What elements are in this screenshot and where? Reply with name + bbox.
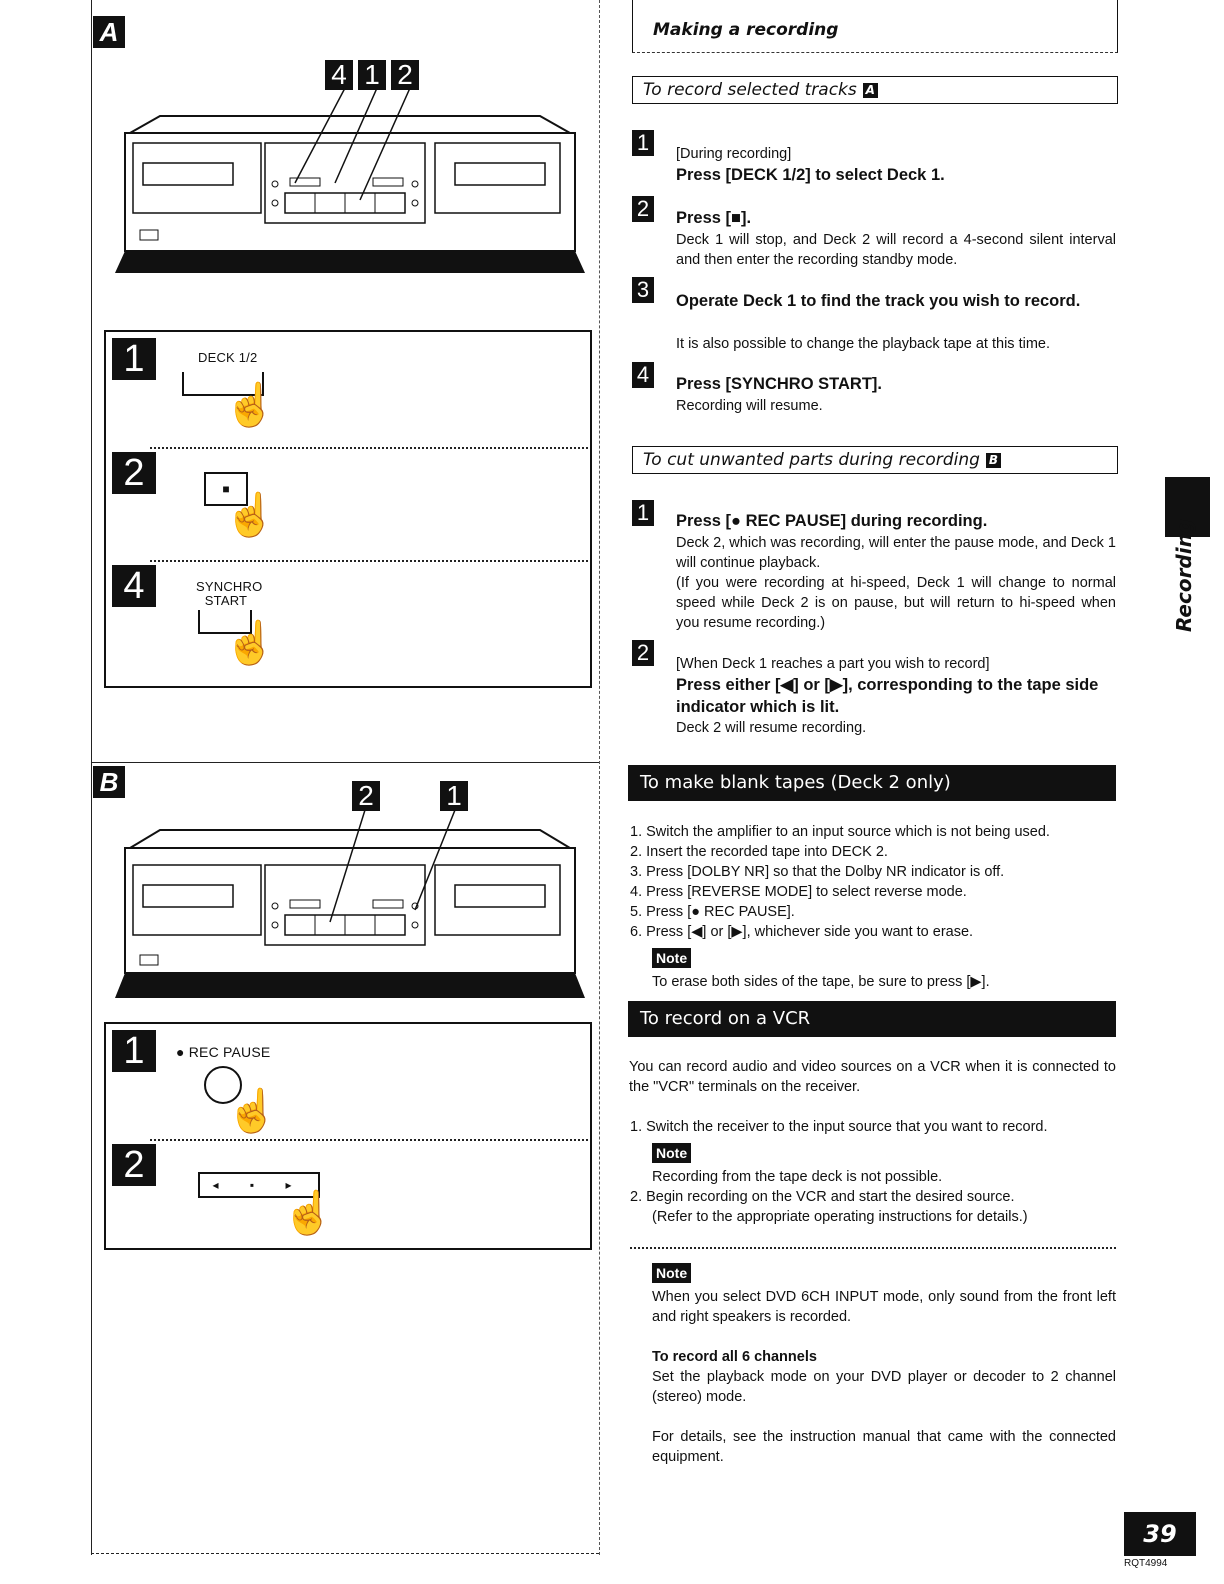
instruction-panel-b <box>104 1022 592 1250</box>
step-instruction: Press [DECK 1/2] to select Deck 1. <box>676 166 945 184</box>
panel-b-step-2: 2 <box>112 1144 156 1186</box>
figure-ref-a: A <box>863 83 878 98</box>
pointing-hand-icon: ☝ <box>224 381 277 428</box>
step-precondition: [During recording] <box>676 146 792 162</box>
page-number: 39 <box>1124 1512 1196 1556</box>
panel-a-step-2: 2 <box>112 452 156 494</box>
document-code: RQT4994 <box>1124 1558 1168 1569</box>
details-text: For details, see the instruction manual that came with the connected equipment. <box>652 1429 1116 1465</box>
note-badge: Note <box>652 1263 691 1283</box>
step-number: 2 <box>632 640 654 666</box>
step-description: It is also possible to change the playback tape at this time. <box>676 336 1050 352</box>
note-text: To erase both sides of the tape, be sure to press [▶]. <box>652 974 990 990</box>
figure-a-label: A <box>93 16 125 48</box>
step-number: 2 <box>632 196 654 222</box>
step-instruction: Press either [◀] or [▶], corresponding to the tape side indicator which is lit. <box>676 676 1099 716</box>
step-instruction: Operate Deck 1 to find the track you wish to record. <box>676 292 1081 310</box>
step-description: Recording will resume. <box>676 398 823 414</box>
section-title: To record selected tracks <box>643 80 857 100</box>
pointing-hand-icon: ☝ <box>224 619 277 666</box>
note-badge: Note <box>652 1143 691 1163</box>
list-item-detail: (Refer to the appropriate operating instructions for details.) <box>652 1209 1028 1225</box>
step-number: 4 <box>632 362 654 388</box>
step-description-extra: (If you were recording at hi-speed, Deck 1 will change to normal speed while Deck 2 is on pause, but will return to hi-speed when you resume recording.) <box>676 575 1116 631</box>
vcr-intro: You can record audio and video sources on a VCR when it is connected to the "VCR" terminals on the receiver. <box>629 1059 1116 1095</box>
list-item: 1. Switch the receiver to the input source that you want to record. <box>630 1119 1048 1135</box>
column-divider <box>599 0 600 1555</box>
section-make-blank-tapes: To make blank tapes (Deck 2 only) <box>628 765 1116 801</box>
step-precondition: [When Deck 1 reaches a part you wish to record] <box>676 656 990 672</box>
list-item: 2. Insert the recorded tape into DECK 2. <box>630 844 888 860</box>
step-instruction: Press [■]. <box>676 209 752 227</box>
section-title: To cut unwanted parts during recording <box>643 450 980 470</box>
figure-b-top-rule <box>91 762 599 763</box>
list-item: 6. Press [◀] or [▶], whichever side you want to erase. <box>630 924 974 940</box>
list-item: 2. Begin recording on the VCR and start the desired source. <box>630 1189 1015 1205</box>
side-tab-label: Recording <box>1172 518 1196 632</box>
section-record-selected-tracks <box>632 76 1118 104</box>
callout-a-4: 4 <box>325 60 353 90</box>
bottom-rule <box>91 1553 599 1554</box>
blank-tapes-steps <box>630 822 1116 942</box>
list-item: 5. Press [● REC PAUSE]. <box>630 904 795 920</box>
panel-a-divider <box>150 560 588 562</box>
step-instruction: Press [SYNCHRO START]. <box>676 375 882 393</box>
synchro-start-label: SYNCHRO START <box>196 579 263 608</box>
panel-b-divider <box>150 1139 588 1141</box>
section-divider <box>630 1247 1116 1249</box>
left-border <box>91 0 92 1555</box>
step-description: Deck 2 will resume recording. <box>676 720 867 736</box>
page-title: Making a recording <box>653 20 839 40</box>
step-number: 3 <box>632 277 654 303</box>
pointing-hand-icon: ☝ <box>224 491 277 538</box>
step-description: Deck 2, which was recording, will enter the pause mode, and Deck 1 will continue playback. <box>676 535 1116 571</box>
callout-b-1: 1 <box>440 781 468 811</box>
pointing-hand-icon: ☝ <box>226 1087 279 1134</box>
panel-b-step-1: 1 <box>112 1030 156 1072</box>
page-header <box>632 0 1118 53</box>
step-description: Deck 1 will stop, and Deck 2 will record a 4-second silent interval and then enter the recording standby mode. <box>676 232 1116 268</box>
note-badge: Note <box>652 948 691 968</box>
section-cut-unwanted-parts <box>632 446 1118 474</box>
step-instruction: Press [● REC PAUSE] during recording. <box>676 512 988 530</box>
note-text: When you select DVD 6CH INPUT mode, only sound from the front left and right speakers is recorded. <box>652 1289 1116 1325</box>
panel-a-step-4: 4 <box>112 565 156 607</box>
tape-deck-illustration-a <box>115 88 585 288</box>
note-text: Recording from the tape deck is not possible. <box>652 1169 943 1185</box>
step-number: 1 <box>632 500 654 526</box>
list-item: 1. Switch the amplifier to an input source which is not being used. <box>630 824 1050 840</box>
list-item: 3. Press [DOLBY NR] so that the Dolby NR indicator is off. <box>630 864 1005 880</box>
transport-buttons: ◂ ▪ ▸ <box>198 1172 320 1198</box>
list-item: 4. Press [REVERSE MODE] to select reverse mode. <box>630 884 967 900</box>
subheading: To record all 6 channels <box>652 1349 817 1365</box>
stop-button: ■ <box>204 472 248 506</box>
deck-1-2-label: DECK 1/2 <box>198 350 258 365</box>
subheading-text: Set the playback mode on your DVD player or decoder to 2 channel (stereo) mode. <box>652 1369 1116 1405</box>
callout-a-1: 1 <box>358 60 386 90</box>
section-record-on-vcr: To record on a VCR <box>628 1001 1116 1037</box>
pointing-hand-icon: ☝ <box>282 1189 335 1236</box>
panel-a-divider <box>150 447 588 449</box>
rec-pause-label: ● REC PAUSE <box>176 1044 271 1060</box>
panel-a-step-1: 1 <box>112 338 156 380</box>
step-number: 1 <box>632 130 654 156</box>
instruction-panel-a <box>104 330 592 688</box>
figure-b-label: B <box>93 766 125 798</box>
figure-ref-b: B <box>986 453 1001 468</box>
callout-b-2: 2 <box>352 781 380 811</box>
tape-deck-illustration-b <box>115 810 585 1010</box>
callout-a-2: 2 <box>391 60 419 90</box>
